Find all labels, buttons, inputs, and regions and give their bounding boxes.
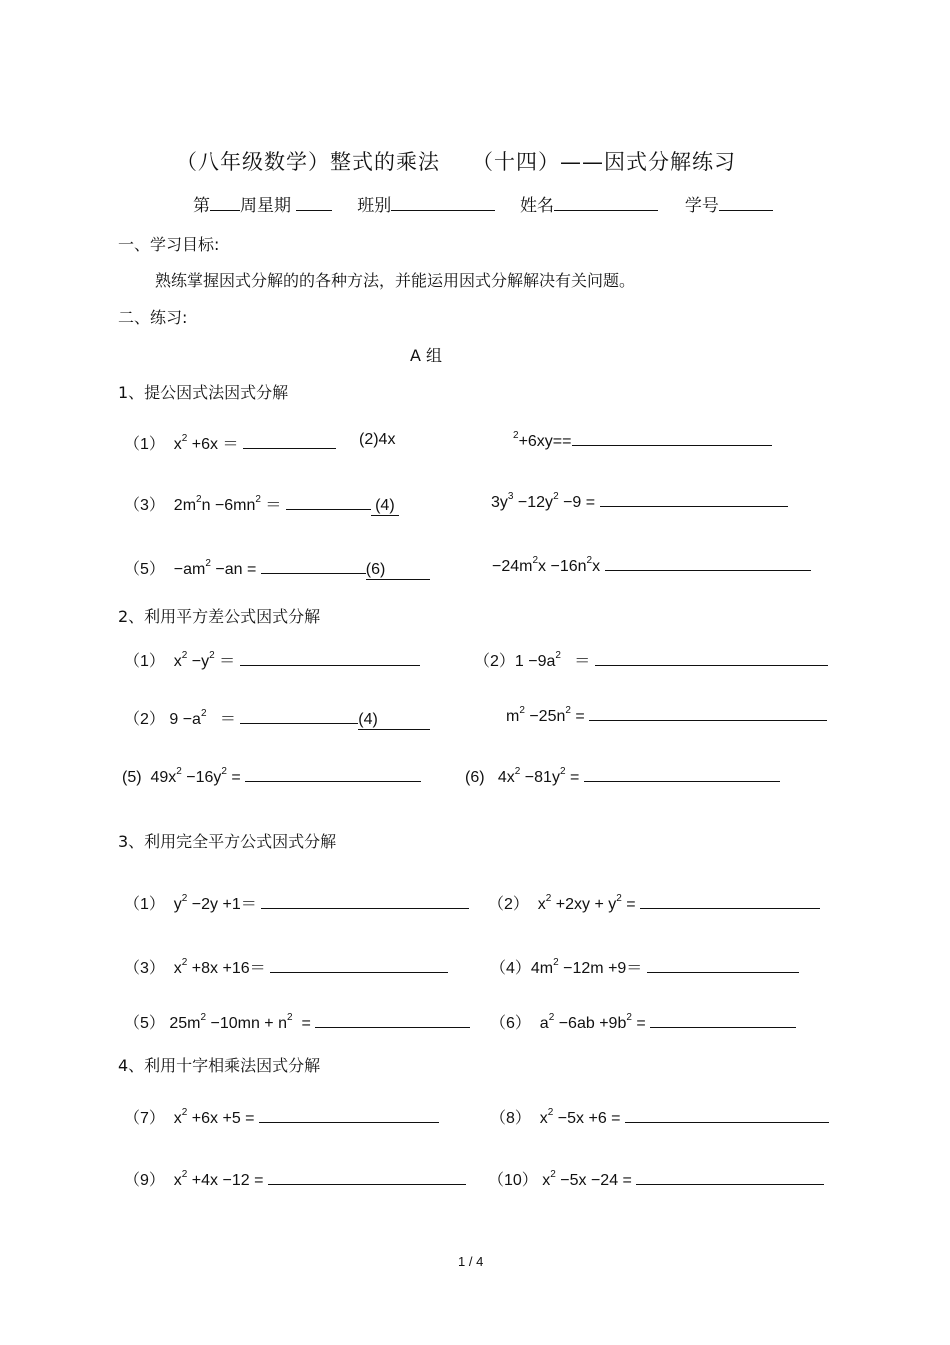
answer-blank[interactable] <box>315 1013 470 1028</box>
p2-q1: （1） $x^2 -y^2$ ＝ <box>124 648 420 671</box>
page-number: 1 / 4 <box>458 1254 484 1269</box>
answer-blank[interactable] <box>589 706 827 721</box>
answer-blank[interactable] <box>286 495 371 510</box>
answer-blank[interactable] <box>595 651 828 666</box>
answer-blank[interactable] <box>240 709 358 724</box>
answer-blank[interactable] <box>270 958 448 973</box>
class-blank[interactable] <box>391 196 495 211</box>
p2-q4: $m^2 -25n^2$ = <box>506 706 827 726</box>
p1-q1: （1） $x^2 +6x$ ＝ <box>124 431 336 454</box>
answer-blank[interactable] <box>647 958 799 973</box>
number-blank[interactable] <box>719 196 773 211</box>
title-right: （十四）——因式分解练习 <box>472 150 736 174</box>
part2-heading: 2、利用平方差公式因式分解 <box>118 607 321 626</box>
p1-q4-label: (4) <box>371 497 399 516</box>
group-label: A 组 <box>410 346 443 365</box>
week-label: 第 <box>193 196 210 216</box>
p1-q5: $(5) -am^2 -an = (6)$ <box>124 556 430 580</box>
answer-blank[interactable] <box>640 894 820 909</box>
p3-q2: （2） $x^2 +2xy + y^2$ = <box>488 891 820 914</box>
p1-q3: （3） $2m^2n -6mn^2 = (4)$ <box>124 492 399 516</box>
answer-blank[interactable] <box>261 559 366 574</box>
answer-blank[interactable] <box>261 894 469 909</box>
week-blank[interactable] <box>210 196 240 211</box>
answer-blank[interactable] <box>584 767 780 782</box>
p2-q6: (6) $4x^2 -81y^2$ = <box>465 767 780 787</box>
p4-q10: （10） $x^2 -5x -24$ = <box>488 1167 824 1190</box>
answer-blank[interactable] <box>268 1170 466 1185</box>
part1-heading: 1、提公因式法因式分解 <box>118 383 289 402</box>
answer-blank[interactable] <box>259 1108 439 1123</box>
answer-blank[interactable] <box>636 1170 824 1185</box>
weekday-blank[interactable] <box>296 196 332 211</box>
p3-q6: （6） $a^2 -6ab +9b^2$ = <box>490 1010 796 1033</box>
answer-blank[interactable] <box>243 434 336 449</box>
p3-q5: （5） $25m^2 -10mn + n^2$ = <box>124 1010 470 1033</box>
p1-q4: $3y^3 -12y^2 -9$ = <box>491 492 788 512</box>
p2-q2: $(2)1 -9a^2$ ＝ <box>474 648 828 671</box>
part4-heading: 4、利用十字相乘法因式分解 <box>118 1056 321 1075</box>
answer-blank[interactable] <box>605 556 811 571</box>
p1-q2: $^2$+6xy== <box>513 431 772 451</box>
p4-q9: （9） $x^2 +4x -12$ = <box>124 1167 466 1190</box>
p1-q2-label: (2)4x <box>359 431 396 448</box>
p1-q6: $-24m^2x -16n^2x$ <box>492 556 811 576</box>
p2-q3: （2） $9 -a^2 = (4)$ <box>124 706 430 730</box>
section1-heading: 一、学习目标: <box>118 235 220 254</box>
p1-q6-label: (6) <box>366 561 430 580</box>
info-line <box>193 191 773 216</box>
answer-blank[interactable] <box>650 1013 796 1028</box>
answer-blank[interactable] <box>572 431 772 446</box>
part3-heading: 3、利用完全平方公式因式分解 <box>118 832 337 851</box>
p3-q3: （3） $x^2 +8x +16=$ <box>124 955 448 978</box>
answer-blank[interactable] <box>245 767 421 782</box>
section2-heading: 二、练习: <box>118 308 188 327</box>
p4-q7: （7） $x^2 +6x +5$ = <box>124 1105 439 1128</box>
class-label: 班别 <box>357 196 392 216</box>
answer-blank[interactable] <box>240 651 420 666</box>
title-left: （八年级数学）整式的乘法 <box>176 150 440 174</box>
p2-q4-label: (4) <box>358 711 430 730</box>
number-label: 学号 <box>684 196 719 216</box>
name-label: 姓名 <box>520 196 555 216</box>
p2-q5: (5) $49x^2 -16y^2$ = <box>122 767 421 787</box>
p3-q4: $(4)4m^2 -12m +9=$ <box>490 955 799 978</box>
p4-q8: （8） $x^2 -5x +6$ = <box>490 1105 829 1128</box>
weekday-label: 周星期 <box>240 196 291 216</box>
section1-text: 熟练掌握因式分解的的各种方法，并能运用因式分解解决有关问题。 <box>155 271 636 290</box>
answer-blank[interactable] <box>600 492 788 507</box>
name-blank[interactable] <box>554 196 658 211</box>
p3-q1: （1） $y^2 -2y +1=$ <box>124 891 469 914</box>
answer-blank[interactable] <box>625 1108 829 1123</box>
